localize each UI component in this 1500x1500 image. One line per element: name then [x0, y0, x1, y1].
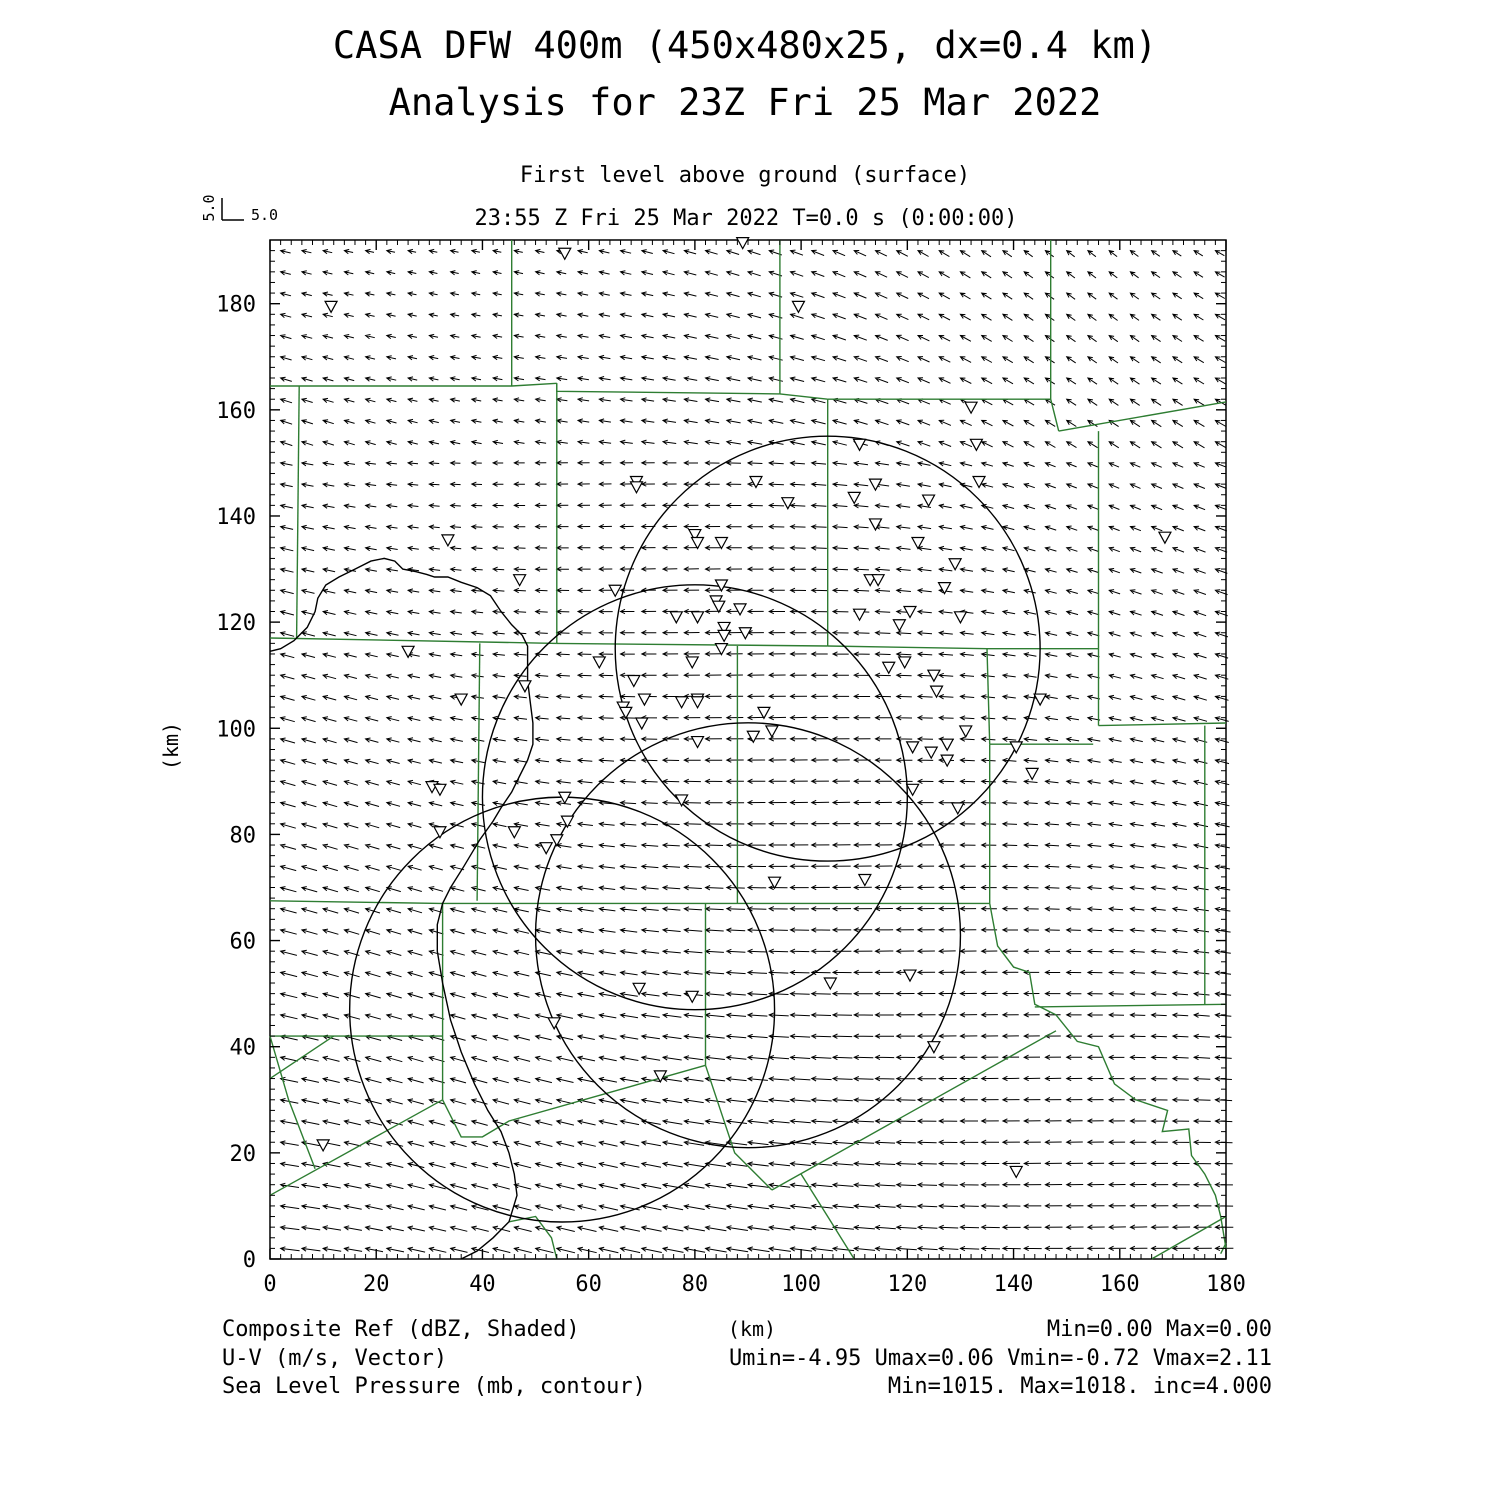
station-marker [941, 739, 953, 750]
station-marker [636, 718, 648, 729]
x-tick-label: 100 [781, 1272, 821, 1297]
station-marker [1010, 742, 1022, 753]
station-marker [970, 439, 982, 450]
y-tick-label: 0 [242, 1248, 256, 1273]
station-marker [325, 301, 337, 312]
station-marker [1034, 694, 1046, 705]
county-line [297, 386, 300, 638]
station-marker [758, 707, 770, 718]
vector-key-u-label: 5.0 [251, 206, 279, 224]
station-marker [686, 991, 698, 1002]
county-line [509, 1217, 557, 1260]
x-tick-label: 160 [1099, 1272, 1140, 1297]
station-marker [638, 694, 650, 705]
title-line1: CASA DFW 400m (450x480x25, dx=0.4 km) [332, 24, 1158, 67]
y-tick-label: 140 [216, 504, 256, 530]
station-marker [713, 601, 725, 612]
x-tick-label: 140 [993, 1272, 1034, 1297]
x-tick-label: 80 [681, 1272, 709, 1297]
station-marker [548, 1018, 560, 1029]
y-tick-label: 100 [216, 717, 256, 743]
county-line [1099, 723, 1227, 726]
station-marker [872, 575, 884, 586]
station-marker [734, 604, 746, 615]
footer-line2-right: Umin=-4.95 Umax=0.06 Vmin=-0.72 Vmax=2.11 [728, 1346, 1272, 1371]
station-marker [508, 827, 520, 838]
station-marker [869, 519, 881, 530]
y-tick-label: 180 [216, 292, 256, 318]
station-marker [514, 575, 526, 586]
station-marker [434, 784, 446, 795]
x-tick-label: 40 [469, 1272, 496, 1297]
station-marker [925, 747, 937, 758]
station-marker [766, 726, 778, 737]
station-marker [883, 662, 895, 673]
county-boundaries [270, 240, 1226, 1259]
station-marker [904, 970, 916, 981]
footer-line1-left: Composite Ref (dBZ, Shaded) [222, 1317, 580, 1342]
station-marker [907, 784, 919, 795]
station-marker [824, 978, 836, 989]
title-line2: Analysis for 23Z Fri 25 Mar 2022 [388, 81, 1102, 124]
county-line [270, 1100, 443, 1196]
county-line [828, 646, 987, 649]
x-tick-label: 20 [362, 1272, 390, 1297]
station-marker [949, 559, 961, 570]
station-marker [692, 737, 704, 748]
station-marker [952, 803, 964, 814]
station-marker [540, 843, 552, 854]
y-tick-label: 60 [229, 929, 256, 955]
footer-line1-right: Min=0.00 Max=0.00 [1046, 1317, 1272, 1342]
county-line [1035, 1004, 1226, 1007]
level-label: First level above ground (surface) [519, 163, 971, 188]
county-line [801, 1174, 854, 1259]
x-tick-label: 180 [1206, 1272, 1246, 1297]
station-marker [686, 657, 698, 668]
station-marker [1026, 768, 1038, 779]
station-marker [923, 495, 935, 506]
station-marker [718, 630, 730, 641]
footer-line3-right: Min=1015. Max=1018. inc=4.000 [887, 1374, 1272, 1399]
county-line [1059, 402, 1226, 431]
station-marker [1010, 1166, 1022, 1177]
station-marker [737, 238, 749, 249]
county-line [987, 649, 990, 745]
wind-vectors [281, 249, 1234, 1252]
station-marker [692, 612, 704, 623]
station-marker [899, 657, 911, 668]
vector-key-v-label: 5.0 [200, 194, 218, 222]
station-marker [1159, 532, 1171, 543]
station-marker [692, 697, 704, 708]
y-tick-label: 160 [216, 398, 256, 424]
station-marker [455, 694, 467, 705]
y-axis-unit: (km) [159, 721, 183, 771]
station-marker [859, 875, 871, 886]
county-line [270, 383, 557, 386]
station-marker [561, 816, 573, 827]
radar-ring [536, 723, 961, 1148]
station-marker [907, 742, 919, 753]
station-marker [402, 646, 414, 657]
y-tick-label: 80 [229, 823, 256, 849]
county-line [990, 903, 1056, 1015]
county-line [1056, 1015, 1226, 1249]
station-marker [782, 498, 794, 509]
station-marker [792, 301, 804, 312]
station-marker [960, 726, 972, 737]
station-marker [854, 609, 866, 620]
station-marker [628, 676, 640, 687]
station-marker [593, 657, 605, 668]
county-line [443, 1065, 706, 1137]
wind-vector-field [281, 249, 1234, 1252]
county-line [780, 394, 828, 399]
x-tick-label: 0 [263, 1272, 277, 1297]
vector-key [200, 194, 278, 224]
station-marker [893, 620, 905, 631]
county-line [1152, 1217, 1226, 1260]
x-axis-unit: (km) [727, 1317, 777, 1341]
station-marker [715, 538, 727, 549]
station-marker [965, 402, 977, 413]
station-markers [317, 238, 1171, 1178]
radar-range-rings [350, 436, 1040, 1222]
station-marker [747, 731, 759, 742]
station-marker [630, 482, 642, 493]
county-line [477, 643, 480, 900]
county-line [270, 638, 557, 643]
station-marker [715, 644, 727, 655]
y-tick-label: 40 [229, 1035, 256, 1061]
station-marker [848, 492, 860, 503]
station-marker [670, 612, 682, 623]
footer-line3-left: Sea Level Pressure (mb, contour) [222, 1374, 646, 1399]
y-tick-label: 20 [229, 1141, 256, 1167]
footer-line2-left: U-V (m/s, Vector) [222, 1346, 448, 1371]
county-line [557, 383, 780, 394]
x-tick-label: 120 [887, 1272, 928, 1297]
county-line [557, 643, 828, 646]
x-tick-label: 60 [575, 1272, 602, 1297]
y-tick-label: 120 [216, 611, 256, 637]
station-marker [954, 612, 966, 623]
valid-time-label: 23:55 Z Fri 25 Mar 2022 T=0.0 s (0:00:00) [474, 206, 1018, 231]
station-marker [928, 1042, 940, 1053]
station-marker [442, 535, 454, 546]
station-marker [854, 439, 866, 450]
station-marker [676, 795, 688, 806]
station-marker [692, 538, 704, 549]
station-marker [676, 697, 688, 708]
